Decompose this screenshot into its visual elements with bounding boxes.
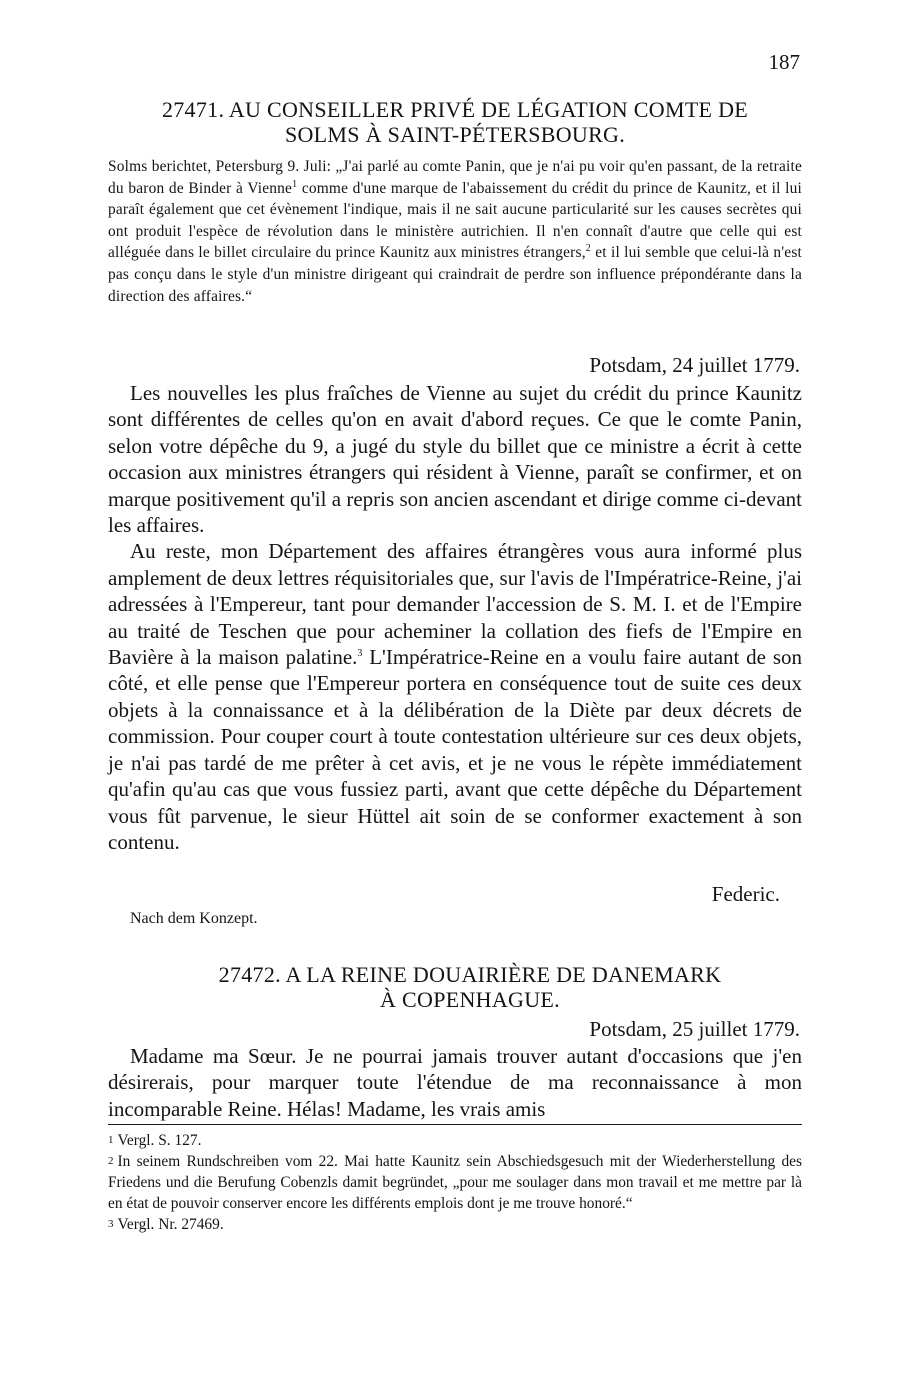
summary-text: Solms berichtet, Petersburg 9. Juli: „J'ai parlé au comte Panin, que je n'ai pu voir qu'en passant, de la retraite du baron de Binder à Vienne: [108, 158, 802, 197]
footnote-ref-3: 3: [357, 648, 363, 660]
letter-1-signature: Federic.: [711, 882, 780, 906]
letter-1-dateline: Potsdam, 24 juillet 1779.: [589, 353, 800, 377]
letter-2-heading: [150, 962, 790, 1012]
footnote-ref-2: 2: [585, 243, 591, 255]
footnote-1-text: Vergl. S. 127.: [117, 1132, 202, 1149]
letter-1-body: [108, 380, 802, 855]
paragraph-2-text-end: L'Impératrice-Reine en a voulu faire autant de son côté, et elle pense que l'Empereur portera en conséquence tout de suite ces deux objets à la connaissance et à la délibération de la Diète par deux décrets de commission. Pour couper court à toute contestation ultérieure sur ces deux objets, je n'ai pas tardé de me prêter à cet avis, et je ne vous le répète immédiatement qu'afin qu'au cas que vous fussiez parti, avant que cette dépêche du Département vous fût parvenue, le sieur Hüttel ait soin de se conformer exactement à son contenu.: [108, 645, 802, 854]
footnote-3-text: Vergl. Nr. 27469.: [117, 1216, 224, 1233]
footnote-1-mark: 1: [108, 1134, 114, 1146]
footnote-3-mark: 3: [108, 1218, 114, 1230]
letter-1-summary: [108, 156, 802, 307]
footnote-separator: [108, 1124, 802, 1125]
footnote-ref-1: 1: [292, 178, 298, 190]
letter-1-source-note: Nach dem Konzept.: [130, 910, 258, 927]
footnote-1: [108, 1130, 802, 1151]
footnotes: [108, 1130, 802, 1235]
letter-2-body: [108, 1043, 802, 1122]
footnote-2-mark: 2: [108, 1155, 114, 1167]
footnote-3: [108, 1214, 802, 1235]
summary-text-cont: comme d'une marque de l'abaissement du crédit du prince de Kaunitz, et il lui paraît également que cet évènement l'indique, mais il ne sait aucune particularité sur les causes secrètes qui ont produit l'espèce de révolution dans le ministère autrichien. Il n'en connaît d'autre que celle qui est alléguée dans le billet circulaire du prince Kaunitz aux ministres étrangers,: [108, 179, 802, 262]
summary-text-end: et il lui semble que celui-là n'est pas conçu dans le style d'un ministre dirigeant qui craindrait de perdre son influence prépondérante dans la direction des affaires.“: [108, 244, 802, 305]
letter-2-heading-line-2: À COPENHAGUE.: [380, 987, 560, 1012]
letter-2-heading-line-1: 27472. A LA REINE DOUAIRIÈRE DE DANEMARK: [218, 962, 722, 987]
letter-2-paragraph-1: Madame ma Sœur. Je ne pourrai jamais trouver autant d'occasions que j'en désirerais, pour marquer toute l'étendue de ma reconnaissance à mon incomparable Reine. Hélas! Madame, les vrais amis: [108, 1044, 802, 1121]
page-number: 187: [768, 50, 800, 74]
paragraph-2-text: Au reste, mon Département des affaires étrangères vous aura informé plus amplement de deux lettres réquisitoriales que, sur l'avis de l'Impératrice-Reine, j'ai adressées à l'Empereur, tant pour demander l'accession de S. M. I. et de l'Empire au traité de Teschen que pour acheminer la collation des fiefs de l'Empire en Bavière à la maison palatine.: [108, 539, 802, 670]
letter-1-heading: [108, 97, 802, 147]
letter-1-heading-line-1: 27471. AU CONSEILLER PRIVÉ DE LÉGATION COMTE DE: [161, 97, 749, 122]
letter-1-paragraph-1: Les nouvelles les plus fraîches de Vienne au sujet du crédit du prince Kaunitz sont différentes de celles qu'on en avait d'abord reçues. Ce que le comte Panin, selon votre dépêche du 9, a jugé du style du billet que ce ministre a écrit à cette occasion aux ministres étrangers qui résident à Vienne, paraît se confirmer, et on marque positivement qu'il a repris son ancien ascendant et dirige comme ci-devant les affaires.: [108, 381, 802, 538]
letter-2-dateline: Potsdam, 25 juillet 1779.: [589, 1017, 800, 1041]
footnote-2-text: In seinem Rundschreiben vom 22. Mai hatte Kaunitz sein Abschiedsgesuch mit der Wiederherstellung des Friedens und die Berufung Cobenzls damit begründet, „pour me soulager dans mon travail et me mettre par là en état de pouvoir conserver encore les différents emplois dont je me trouve honoré.“: [108, 1153, 802, 1212]
letter-1-paragraph-2: [108, 538, 802, 855]
letter-1-heading-line-2: SOLMS À SAINT-PÉTERSBOURG.: [284, 122, 626, 147]
footnote-2: [108, 1151, 802, 1214]
